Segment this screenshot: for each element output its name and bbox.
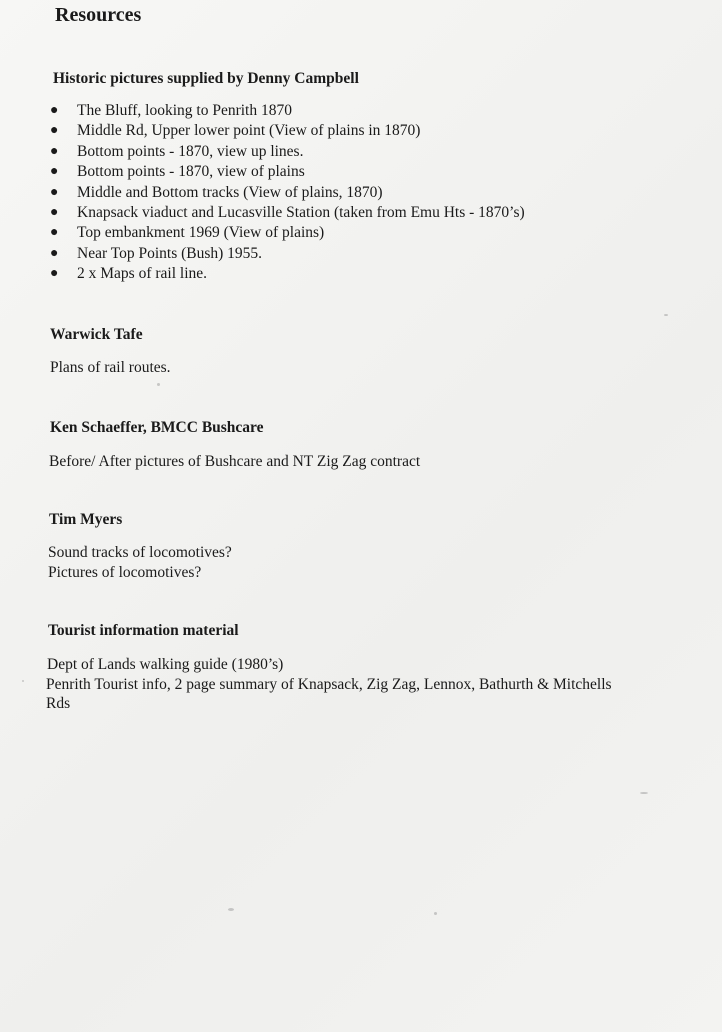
scan-speck [434, 912, 437, 915]
bullet-icon: ● [50, 184, 59, 200]
bullet-icon: ● [50, 143, 59, 159]
section-heading-tourist-information: Tourist information material [48, 622, 239, 639]
section-heading-warwick-tafe: Warwick Tafe [50, 326, 143, 343]
bullet-icon: ● [50, 164, 59, 180]
bullet-icon: ● [50, 225, 59, 241]
warwick-tafe-line: Plans of rail routes. [50, 359, 171, 376]
tim-myers-line: Sound tracks of locomotives? [48, 544, 232, 561]
section-heading-historic-pictures: Historic pictures supplied by Denny Campbell [53, 70, 359, 87]
scan-speck [22, 680, 24, 682]
section-heading-ken-schaeffer: Ken Schaeffer, BMCC Bushcare [50, 419, 264, 436]
scan-speck [228, 908, 234, 911]
bullet-icon: ● [50, 245, 59, 261]
bullet-icon: ● [50, 123, 59, 139]
tourist-info-line: Penrith Tourist info, 2 page summary of Knapsack, Zig Zag, Lennox, Bathurth & Mitchells [46, 676, 612, 693]
document-page: Resources Historic pictures supplied by Denny Campbell ● The Bluff, looking to Penrith 1870 ● Middle Rd, Upper lower point (View of plains in 1870) ● Bottom points - 1870, view up lines. ● Bottom points - 1870, view of plains ● Middle and Bottom tracks (View of plains, 1870) ● Knapsack viaduct and Lucasville Station (taken from Emu Hts - 1870’s) ● Top embankment 1969 (View of plains) ● Near Top Points (Bush) 1955. ● 2 x Maps of rail line. Warwick Tafe Plans of rail routes. Ken Schaeffer, BMCC Bushcare Before/ After pictures of Bushcare and NT Zig Zag contract Tim Myers Sound tracks of locomotives? Pictures of locomotives? Tourist information material Dept of Lands walking guide (1980’s) Penrith Tourist info, 2 page summary of Knapsack, Zig Zag, Lennox, Bathurth & Mitchells Rds [0, 0, 722, 1032]
ken-schaeffer-line: Before/ After pictures of Bushcare and NT Zig Zag contract [49, 453, 421, 470]
section-heading-tim-myers: Tim Myers [49, 511, 123, 528]
scan-speck [157, 383, 160, 386]
scan-speck [664, 314, 668, 316]
scan-speck [640, 792, 648, 794]
page-title: Resources [55, 4, 142, 26]
tim-myers-line: Pictures of locomotives? [48, 564, 202, 581]
tourist-info-line: Dept of Lands walking guide (1980’s) [47, 656, 284, 673]
bullet-icon: ● [50, 266, 59, 282]
bullet-icon: ● [50, 204, 59, 220]
bullet-icon: ● [50, 103, 59, 118]
tourist-info-line: Rds [46, 695, 71, 712]
